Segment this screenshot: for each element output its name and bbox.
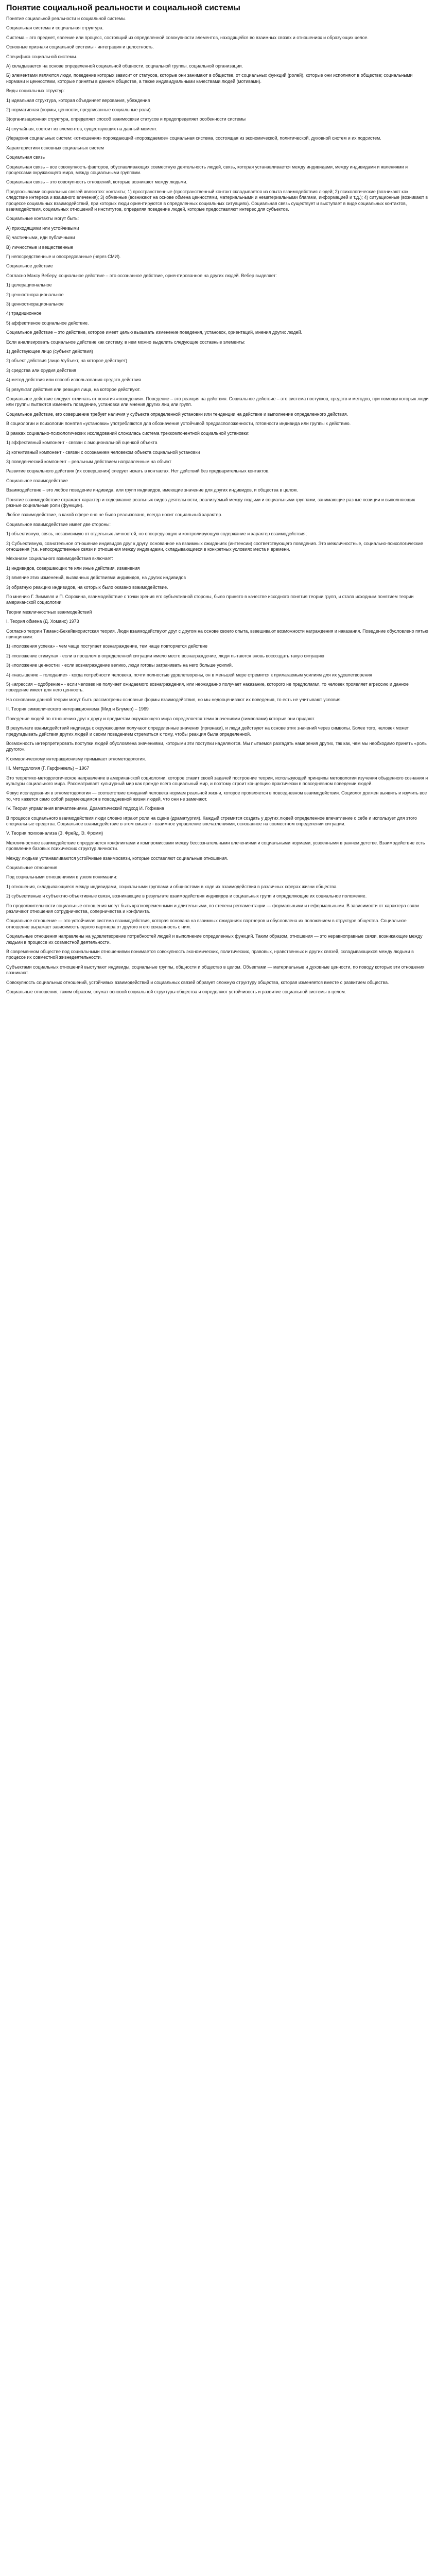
paragraph: Если анализировать социальное действие как систему, в нем можно выделить следующие составные элементы: [6, 339, 246, 345]
paragraph: Г) непосредственные и опосредованные (через СМИ). [6, 253, 121, 259]
paragraph: Социальная связь [6, 155, 45, 160]
paragraph: V. Теория психоанализа (З. Фрейд, Э. Фромм) [6, 831, 103, 836]
page-title: Понятие социальной реальности и социальной системы [6, 4, 240, 12]
paragraph: Взаимодействие – это любое поведение индивида, или групп индивидов, имеющие значение для других индивидов, и общества в целом. [6, 487, 298, 493]
paragraph: 3) поведенческий компонент – реальным действием направленным на объект [6, 459, 171, 464]
paragraph: Основные признаки социальной системы - интеграция и целостность. [6, 44, 154, 50]
paragraph: 1) индивидов, совершающих те или иные действия, изменения [6, 565, 140, 571]
paragraph: Социальная система и социальная структура. [6, 25, 104, 31]
paragraph: 3)организационная структура, определяет способ взаимосвязи статусов и предопределяет особенности системы [6, 116, 246, 122]
paragraph: 1) целерациональное [6, 282, 52, 288]
paragraph: 1) эффективный компонент - связан с эмоциональной оценкой объекта [6, 440, 158, 446]
paragraph: Социальные контакты могут быть: [6, 216, 79, 222]
paragraph: В) личностные и вещественные [6, 244, 74, 250]
paragraph: Система – это предмет, явление или процесс, состоящий из определенной совокупности элементов, находящейся во взаимных связях и отношениях и образующих целое. [6, 35, 369, 40]
paragraph: В современном обществе под социальными отношениями понимается совокупность экономических, политических, правовых, нравственных и других связей, складывающихся между людьми в процессе их совместной жизнедеятельности. [6, 949, 414, 960]
paragraph: В процессе социального взаимодействия люди словно играют роли на сцене (драматургия). Каждый стремится создать у других людей определенное впечатление о себе и использует для этого специальные средства. Социальное взаимодействие в этом смысле - взаимное управление впечатлениями, основанное на совместном определении ситуации. [6, 815, 417, 826]
paragraph: I. Теория обмена (Д. Хоманс) 1973 [6, 619, 79, 624]
paragraph: Субъектами социальных отношений выступают индивиды, социальные группы, общности и общество в целом. Объектами — материальные и духовные ценности, по поводу которых эти отношения возникают. [6, 964, 425, 976]
paragraph: Социальная связь – все совокупность факторов, обуславливающих совместную деятельность людей, связь, которая устанавливается между индивидами, между индивидами и явлениями и процессами окружающего мира, между социальными группами. [6, 164, 408, 175]
paragraph: А) приходящими или устойчивыми [6, 225, 79, 231]
paragraph: Возможность интерпретировать поступки людей обусловлена значениями, которыми эти поступки наделяются. Мы пытаемся разгадать намерения других, так как, чем мы необходимо принять «роль другого». [6, 740, 427, 752]
paragraph: 3) средства или орудия действия [6, 367, 76, 373]
paragraph: 1) объективную, связь, независимую от отдельных личностей, но опосредующую и контролирующую содержание и характер взаимодействия; [6, 531, 307, 537]
paragraph: Межличностное взаимодействие определяется конфликтами и компромиссами между бессознательными влечениями и социальными нормами, усвоенными в раннем детстве. Взаимодействие есть проявление базовых психических структур личности. [6, 840, 425, 852]
paragraph: По мнению Г. Зиммеля и П. Сорокина, взаимодействие с точки зрения его субъективной стороны, было принято в качестве исходного понятия теории групп, и стала исходным понятием теории американской социологии [6, 594, 414, 605]
paragraph: Социальная связь – это совокупность отношений, которые возникают между людьми. [6, 179, 187, 185]
paragraph: Социальное отношение — это устойчивая система взаимодействия, которая основана на взаимных ожиданиях партнеров и обусловлена их положением в структуре общества. Социальное отношение выражает зависимость одного партнера от другого и его связанность с ним. [6, 918, 407, 929]
paragraph: 2) субъективные и субъектно-объективные связи, возникающие в результате взаимодействия индивидов и социальных групп и определяющие их социальное положение. [6, 893, 367, 899]
paragraph: В рамках социально-психологических исследований сложилась система трехкомпонентной социальной установки: [6, 430, 250, 436]
paragraph: 3) «положение ценности» - если вознаграждение велико, люди готовы затрачивать на него больше усилий. [6, 663, 233, 668]
paragraph: IV. Теория управления впечатлениями. Драматический подход И. Гофмана [6, 806, 164, 811]
paragraph: Это теоретико-методологическое направление в американской социологии, которое ставит своей задачей построение теории, использующей принципы методологии изучения обыденного сознания и культуры социального мира. Рассматривает культурный мир как прежде всего социальный мир, и поэтому строит концепцию практически в повседневном поведении людей. [6, 775, 428, 786]
paragraph: 2) объект действия (лицо /субъект, на которое действует) [6, 358, 127, 364]
paragraph: Социальное взаимодействие имеет две стороны: [6, 521, 111, 527]
paragraph: Между людьми устанавливаются устойчивые взаимосвязи, которые составляют социальные отношения. [6, 855, 228, 861]
paragraph: Социальное действие следует отличать от понятия «поведения». Поведение – это реакция на действия. Социальное действие – это система поступков, средств и методов, при помощи которых люди или группы пытаются изменить поведение, установки или мнения других лиц или групп. [6, 396, 429, 408]
paragraph: Поведение людей по отношению друг к другу и предметам окружающего мира определяется теми значениями (символами) которые они придают. [6, 716, 316, 721]
paragraph: Характеристики основных социальных систем [6, 145, 104, 150]
paragraph: По продолжительности социальные отношения могут быть кратковременными и длительными, по степени регламентации — формальными и неформальными. В зависимости от характера связи различают отношения сотрудничества, соперничества и конфликта. [6, 903, 419, 914]
paragraph: Б) элементами являются люди, поведение которых зависит от статусов, которые они занимают в обществе, от социальных функций (ролей), которые они исполняют в обществе; социальными нормами и ценностями, которые приняты в данном обществе, а также индивидуальными качествами людей (мотивами). [6, 73, 413, 84]
paragraph: 1) идеальная структура, которая объединяет верования, убеждения [6, 97, 150, 103]
paragraph: Совокупность социальных отношений, устойчивых взаимодействий и социальных связей образует сложную структуру общества, которая изменяется вместе с развитием общества. [6, 979, 389, 985]
paragraph: Механизм социального взаимодействия включает: [6, 556, 113, 562]
paragraph: Под социальными отношениями в узком понимании: [6, 874, 117, 880]
paragraph: К символическому интеракционизму примыкает этнометодология. [6, 756, 146, 761]
paragraph: Предпосылками социальных связей являются: контакты; 1) пространственные (пространственный контакт складывается из опыта взаимодействия людей; 2) психологические (возникают как следствие интереса и взаимного влечения); 3) обменные (возникают на основе обмена ценностями, материальными и нематериальными благами, информацией и т.д.); 4) ситуационные (возникают в процессе социальных взаимодействий, при которых люди ориентируются в определенных социальных ситуациях). Социальная связь существует и выступает в виде социальных контактов, взаимодействия, социальных отношений и институтов, определяя поведение людей, которые предоставляют интерес для субъектов. [6, 189, 428, 212]
paragraph: 5) результат действия или реакция лица, на которое действуют. [6, 386, 141, 392]
paragraph: Понятие социальной реальности и социальной системы. [6, 16, 127, 21]
paragraph: На основании данной теории могут быть рассмотрены основные формы взаимодействия, но мы недооценивают их поведения, то есть не учитывают условия. [6, 697, 342, 702]
paragraph: 2) когнитивный компонент - связан с осознанием человеком объекта социальной установки [6, 449, 200, 455]
paragraph: 4) случайная, состоит из элементов, существующих на данный момент. [6, 126, 158, 131]
paragraph: Виды социальных структур: [6, 88, 65, 94]
paragraph: 4) «насыщение – голодание» - когда потребности человека, почти полностью удовлетворены, он в меньшей мере стремится к прилагаемым усилиям для их удовлетворения [6, 672, 372, 677]
document [0, 0, 436, 995]
paragraph: 3) ценностнорациональное [6, 301, 64, 307]
paragraph: Развитие социального действия (их совершения) следует искать в контактах. Нет действий без предварительных контактов. [6, 468, 270, 474]
document-body [6, 16, 430, 995]
paragraph: 5) аффективное социальное действие. [6, 320, 89, 326]
paragraph: 3) обратную реакцию индивидов, на которых было оказано взаимодействие. [6, 584, 168, 590]
paragraph: Фокус исследования в этнометодологии — соответствие ожиданий человека нормам реальной жизни, которое проявляется в повседневном взаимодействии. Социолог должен выявить и изучить все то, что кажется само собой разумеющимся в повседневной жизни людей, что они не замечают. [6, 790, 427, 802]
paragraph: В результате взаимодействий индивида с окружающими получают определенные значения (признаки), и люди действуют на основе этих значений через символы. Более того, человек может предугадывать действия других людей и своим поведением стремиться к тому, чтобы реакция была определенной. [6, 725, 409, 737]
paragraph: 1) отношения, складывающиеся между индивидами, социальными группами и общностями в ходе их взаимодействия в различных сферах жизни общества. [6, 884, 338, 889]
paragraph: (Иерархия социальных систем: «отношения» порождающий «порождаемое» социальная система, состоящая из экономической, политической, духовной систем и их подсистем. [6, 135, 381, 141]
paragraph: Социальное действие – это действие, которое имеет целью вызывать изменение поведения, установок, ориентаций, мнения других людей. [6, 330, 302, 335]
paragraph: Социальное действие [6, 263, 53, 269]
paragraph: Понятие взаимодействие отражает характер и содержание реальных видов деятельности, реализуемый между людьми и социальными группами, занимающие разные позиции и выполняющих разные социальные роли (функции). [6, 497, 415, 508]
paragraph: 1) «положения успеха» - чем чаще поступает вознаграждение, тем чаще повторяется действие [6, 643, 208, 649]
paragraph: 2) Субъективную, сознательное отношение индивидов друг к другу, основанное на взаимных ожиданиях (ингтенсии) соответствующего поведения. Это межличностные, социально-психологические отношения (т.е. непосредственные связи и отношения между индивидами, складывающиеся в конкретных условиях места и времени. [6, 540, 423, 552]
paragraph: Б) частичными, иди публичными [6, 235, 75, 241]
paragraph: Теории межличностных взаимодействий [6, 609, 92, 615]
paragraph: Социальные отношения направлены на удовлетворение потребностей людей и выполнение определенных функций. Таким образом, отношения — это неравноправные связи, возникающие между людьми в процессе их совместной деятельности. [6, 934, 423, 945]
paragraph: 2) влияние этих изменений, вызванных действиями индивидов, на других индивидов [6, 575, 186, 581]
paragraph: 2) «положение стимула» - если в прошлом в определенной ситуации имело место вознаграждение, люди пытаются вновь воссоздать такую ситуацию [6, 653, 324, 658]
paragraph: 4) метод действия или способ использования средств действия [6, 377, 141, 383]
paragraph: Согласно Максу Веберу, социальное действие – это осознанное действие, ориентированное на других людей. Вебер выделяет: [6, 273, 277, 278]
paragraph: Социальное действие, его совершение требует наличия у субъекта определенной установки или тенденции на действие и выполнение определенного действия. [6, 411, 348, 417]
paragraph: Согласно теории Тиманс-Бехейвиористская теория. Люди взаимодействуют друг с другом на основе своего опыта, взвешивают возможности награждения и наказания. Поведение обусловлено пятью принципами: [6, 628, 428, 640]
paragraph: А) складывается на основе определенной социальной общности, социальной группы, социальной организации. [6, 63, 243, 69]
paragraph: II. Теория символического интеракционизма (Мид и Блумер) – 1969 [6, 706, 149, 712]
paragraph: Социальные отношения [6, 865, 58, 870]
paragraph: 4) традиционное [6, 311, 42, 316]
paragraph: Любое взаимодействие, в какой сфере оно не было реализовано, всегда носит социальный характер. [6, 512, 222, 518]
paragraph: 5) «агрессия – одобрение» - если человек не получает ожидаемого вознаграждения, или неожиданно получает наказание, которого не предполагал, то человек проявляет агрессию и данное поведение имеет для него ценность. [6, 682, 409, 693]
paragraph: В социологии и психологии понятия «установки» употребляются для обозначения устойчивой предрасположенности, готовности индивида или группы к действию. [6, 421, 351, 427]
paragraph: 1) действующее лицо (субъект действия) [6, 349, 93, 354]
paragraph: 2) нормативная (нормы, ценности, предписанные социальные роли) [6, 107, 151, 113]
paragraph: Социальное взаимодействие [6, 478, 68, 483]
paragraph: III. Методология (Г. Гарфинкель) – 1967 [6, 766, 90, 771]
paragraph: 2) ценностнорациональное [6, 292, 64, 297]
paragraph: Специфика социальной системы. [6, 54, 77, 59]
paragraph: Социальные отношения, таким образом, служат основой социальной структуры общества и определяют устойчивость и развитие социальной системы в целом. [6, 989, 346, 995]
